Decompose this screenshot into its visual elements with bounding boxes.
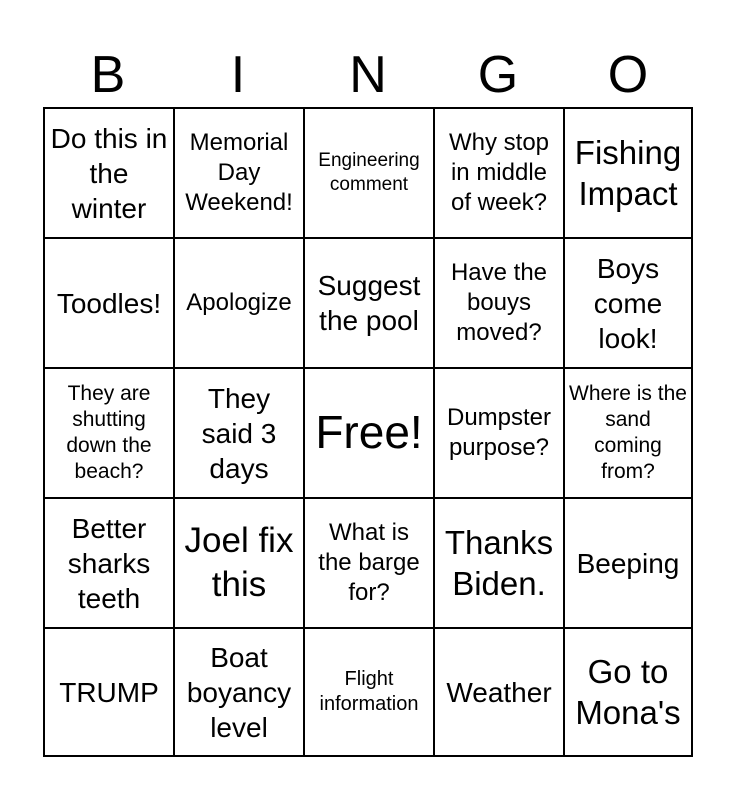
bingo-cell[interactable] [565,369,693,499]
bingo-cell-text: They said 3 days [201,382,277,484]
bingo-cell[interactable] [565,499,693,629]
bingo-cell-text: TRUMP [59,676,159,708]
bingo-cell-text: Apologize [186,289,292,316]
bingo-cell[interactable] [175,239,305,369]
bingo-cell[interactable] [435,369,565,499]
bingo-cell-text: Joel fix this [184,521,294,604]
bingo-cell-text: Weather [446,676,552,708]
bingo-cell-text: Boat boyancy level [186,641,292,743]
bingo-cell[interactable] [45,499,175,629]
bingo-cell-text: Toodles! [56,287,162,319]
bingo-cell[interactable] [565,239,693,369]
bingo-cell[interactable] [305,109,435,239]
header-letter-b: B [90,46,126,104]
bingo-cell-text: Memorial Day Weekend! [185,129,293,216]
bingo-cell[interactable] [175,109,305,239]
bingo-cell-text: Suggest the pool [317,270,421,336]
header-letter-g: G [477,46,519,104]
bingo-cell-text: Thanks Biden. [444,523,554,602]
header-letter-o: O [607,46,649,104]
bingo-cell[interactable] [45,629,175,757]
bingo-cell-text: Flight information [319,668,419,715]
bingo-cell[interactable] [565,109,693,239]
header-letter-i: I [230,46,246,104]
bingo-cell-text: Have the bouys moved? [450,259,548,346]
bingo-cell-text: They are shutting down the beach? [66,381,152,484]
bingo-cell-text: Beeping [576,547,680,579]
bingo-cell[interactable] [45,109,175,239]
bingo-cell-text: Engineering comment [318,150,420,195]
bingo-cell-text: Why stop in middle of week? [448,129,550,216]
bingo-cell[interactable] [435,109,565,239]
bingo-cell-text: Fishing Impact [574,133,682,212]
bingo-cell[interactable] [175,629,305,757]
bingo-cell[interactable] [435,499,565,629]
bingo-cell-text: Boys come look! [593,252,663,354]
bingo-cell[interactable] [45,369,175,499]
bingo-cell[interactable] [305,369,435,499]
bingo-cell[interactable] [45,239,175,369]
bingo-cell-text: Where is the sand coming from? [569,381,687,484]
bingo-cell-text: Better sharks teeth [67,512,151,614]
header-letter-n: N [349,46,387,104]
bingo-cell[interactable] [305,629,435,757]
bingo-cell[interactable] [305,239,435,369]
bingo-cell-text: Dumpster purpose? [446,404,552,461]
bingo-cell-text: Do this in the winter [50,122,168,224]
bingo-cell[interactable] [175,369,305,499]
bingo-cell[interactable] [305,499,435,629]
bingo-header [43,44,693,106]
bingo-card [43,107,693,757]
bingo-cell-text: Go to Mona's [575,652,681,731]
bingo-cell[interactable] [435,239,565,369]
bingo-cell[interactable] [565,629,693,757]
bingo-cell-text: What is the barge for? [318,519,420,606]
bingo-cell[interactable] [175,499,305,629]
bingo-cell[interactable] [435,629,565,757]
bingo-cell-text: Free! [315,406,423,459]
